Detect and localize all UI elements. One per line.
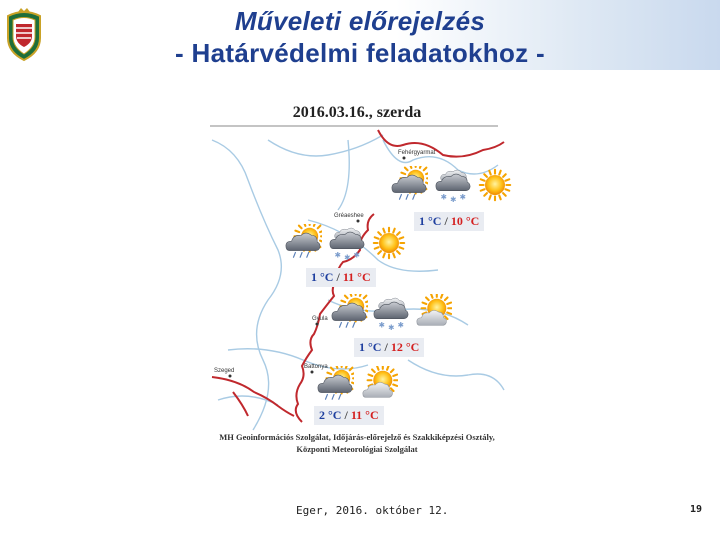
map-credit-line2: Központi Meteorológiai Szolgálat xyxy=(296,444,418,454)
temp-separator: / xyxy=(336,270,340,284)
temp-separator: / xyxy=(344,408,348,422)
partly-cloudy-rain-icon xyxy=(284,224,322,262)
city-label-szeged: Szeged xyxy=(214,368,235,374)
sunny-icon xyxy=(370,224,408,262)
map-date-title: 2016.03.16., szerda xyxy=(292,104,422,121)
forecast-map xyxy=(208,100,506,460)
min-temp: 1 °C xyxy=(419,214,442,228)
min-temp: 1 °C xyxy=(359,340,382,354)
cloudy-snow-icon xyxy=(372,294,410,332)
partly-cloudy-rain-icon xyxy=(390,166,428,204)
temp-separator: / xyxy=(384,340,388,354)
city-label-gyula: Gyula xyxy=(312,316,328,322)
city-label-fehergyarmat: Fehérgyarmat xyxy=(398,150,436,156)
sunny-icon xyxy=(476,166,514,204)
forecast-temp-2 xyxy=(306,268,376,287)
city-label-greaeshee: Gréaeshee xyxy=(334,213,364,219)
max-temp: 10 °C xyxy=(450,214,480,228)
page-title-line1: Műveleti előrejelzés xyxy=(234,6,486,36)
max-temp: 12 °C xyxy=(390,340,420,354)
forecast-temp-3 xyxy=(354,338,424,357)
footer-place-date: Eger, 2016. október 12. xyxy=(296,504,449,517)
min-temp: 1 °C xyxy=(311,270,334,284)
max-temp: 11 °C xyxy=(342,270,371,284)
partly-cloudy-rain-icon xyxy=(316,366,354,404)
cloudy-snow-icon xyxy=(434,166,472,204)
min-temp: 2 °C xyxy=(319,408,342,422)
map-credit-line1: MH Geoinformációs Szolgálat, Időjárás-előrejelző és Szakkiképzési Osztály, xyxy=(219,432,495,442)
partly-sunny-icon xyxy=(414,294,452,332)
max-temp: 11 °C xyxy=(350,408,379,422)
page-number: 19 xyxy=(690,504,703,515)
forecast-temp-1 xyxy=(414,212,484,231)
partly-cloudy-rain-icon xyxy=(330,294,368,332)
page-title-line2: - Határvédelmi feladatokhoz - xyxy=(175,38,545,68)
partly-sunny-icon xyxy=(360,366,398,404)
temp-separator: / xyxy=(444,214,448,228)
city-label-battonya: Battonya xyxy=(304,364,328,370)
forecast-temp-4 xyxy=(314,406,384,425)
cloudy-snow-icon xyxy=(328,224,366,262)
